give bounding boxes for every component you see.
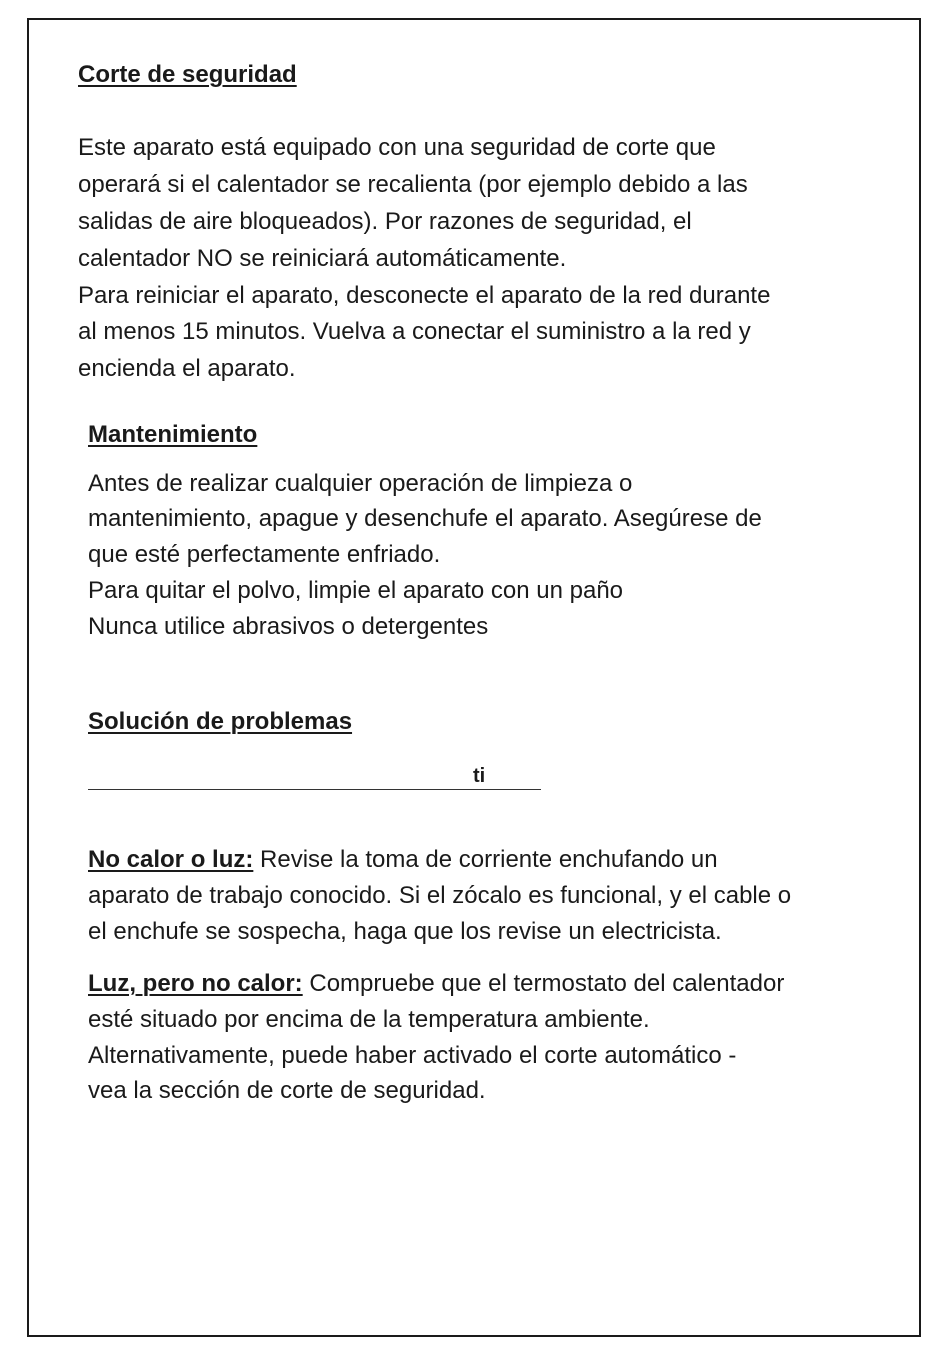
luz-no-calor-line-1 (88, 966, 784, 1002)
mantenimiento-line-4: Para quitar el polvo, limpie el aparato con un paño (88, 577, 624, 604)
corte-line-2: operará si el calentador se recalienta (por ejemplo debido a las (78, 171, 748, 198)
luz-no-calor-line-2: esté situado por encima de la temperatura ambiente. (88, 1006, 650, 1033)
no-calor-label: No calor o luz: (88, 846, 254, 873)
luz-no-calor-line-4: vea la sección de corte de seguridad. (88, 1077, 486, 1104)
luz-no-calor-line-3: Alternativamente, puede haber activado el corte automático - (88, 1042, 737, 1069)
mantenimiento-line-2: mantenimiento, apague y desenchufe el aparato. Asegúrese de (88, 505, 762, 532)
no-calor-text-1: Revise la toma de corriente enchufando un (253, 846, 718, 873)
section-heading-corte: Corte de seguridad (78, 61, 297, 88)
corte-line-3: salidas de aire bloqueados). Por razones de seguridad, el (78, 208, 692, 235)
no-calor-line-2: aparato de trabajo conocido. Si el zócalo es funcional, y el cable o (88, 882, 792, 909)
section-heading-solucion: Solución de problemas (88, 708, 353, 735)
section-heading-mantenimiento: Mantenimiento (88, 421, 258, 448)
no-calor-line-1 (88, 842, 718, 878)
stray-text: ti (473, 765, 486, 787)
corte-line-5: Para reiniciar el aparato, desconecte el aparato de la red durante (78, 282, 771, 309)
luz-no-calor-text-1: Compruebe que el termostato del calentador (302, 970, 785, 997)
mantenimiento-line-3: que esté perfectamente enfriado. (88, 541, 441, 568)
corte-line-6: al menos 15 minutos. Vuelva a conectar el suministro a la red y (78, 318, 751, 345)
corte-line-7: encienda el aparato. (78, 355, 296, 382)
luz-no-calor-label: Luz, pero no calor: (88, 970, 303, 997)
divider-line (88, 789, 541, 790)
mantenimiento-line-1: Antes de realizar cualquier operación de limpieza o (88, 470, 633, 497)
mantenimiento-line-5: Nunca utilice abrasivos o detergentes (88, 613, 489, 640)
no-calor-line-3: el enchufe se sospecha, haga que los revise un electricista. (88, 918, 722, 945)
corte-line-1: Este aparato está equipado con una seguridad de corte que (78, 134, 716, 161)
corte-line-4: calentador NO se reiniciará automáticamente. (78, 245, 567, 272)
